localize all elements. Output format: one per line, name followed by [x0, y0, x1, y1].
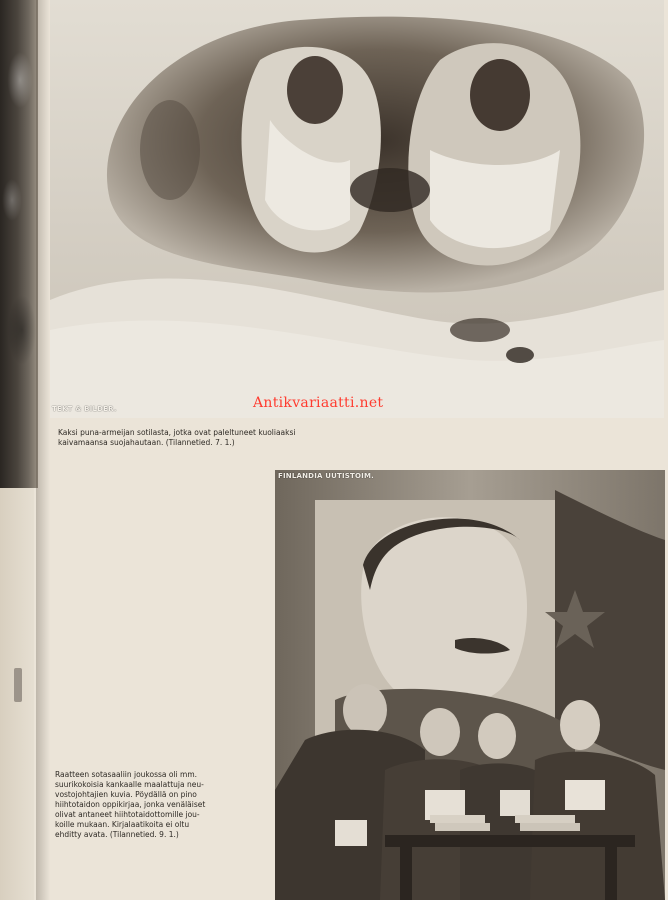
- bottom-photo-credit: FINLANDIA UUTISTOIM.: [278, 472, 374, 480]
- top-photo-credit: TEKT & BILDER.: [52, 405, 117, 413]
- caption-line: ehditty avata. (Tilannetied. 9. 1.): [55, 830, 179, 839]
- caption-line: suurikokoisia kankaalle maalattuja neu-: [55, 780, 204, 789]
- caption-line: koille mukaan. Kirjalaatikoita ei oltu: [55, 820, 190, 829]
- bottom-photo-caption: [55, 770, 265, 840]
- caption-line: vostojohtajien kuvia. Pöydällä on pino: [55, 790, 197, 799]
- top-photo-frozen-soldiers: [50, 0, 664, 418]
- binding-shadow: [36, 0, 50, 900]
- gutter-mark: [14, 668, 22, 702]
- caption-line: Raatteen sotasaaliin joukossa oli mm.: [55, 770, 198, 779]
- caption-line: kaivamaansa suojahautaan. (Tilannetied. 7. 1.): [58, 438, 235, 447]
- bottom-photo-officers: [275, 470, 665, 900]
- caption-line: hiihtotaidon oppikirjaa, jonka venäläiset: [55, 800, 206, 809]
- adjacent-page-photo-strip: [0, 0, 38, 488]
- caption-line: Kaksi puna-armeijan sotilasta, jotka ovat paleltuneet kuoliaaksi: [58, 428, 296, 437]
- caption-line: olivat antaneet hiihtotaidottomille jou-: [55, 810, 200, 819]
- bottom-photo-image: [275, 470, 665, 900]
- watermark: Antikvariaatti.net: [253, 395, 384, 411]
- top-photo-image: [50, 0, 664, 418]
- top-photo-caption: [58, 428, 348, 448]
